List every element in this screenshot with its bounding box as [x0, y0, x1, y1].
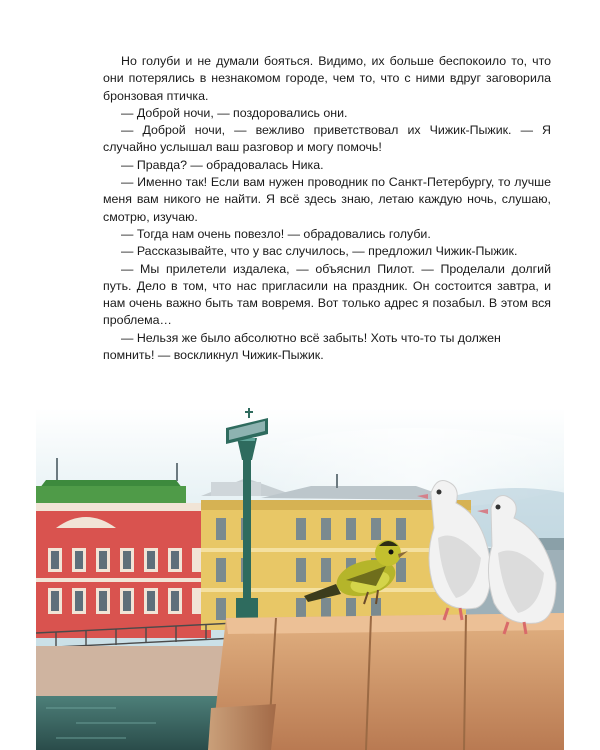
- paragraph: — Доброй ночи, — вежливо приветствовал их Чижик-Пыжик. — Я случайно услышал ваш разговор и могу помочь!: [103, 123, 551, 155]
- paragraph: — Рассказывайте, что у вас случилось, — предложил Чижик-Пыжик.: [121, 244, 518, 259]
- paragraph: — Мы прилетели издалека, — объяснил Пилот. — Проделали долгий путь. Дело в том, что нас пригласили на праздник. Он состоится завтра, и нам очень важно быть там вовремя. Вот только адрес я позабыл. В этом вся проблема…: [103, 261, 551, 328]
- illustration: [36, 408, 564, 750]
- stone-parapet: [208, 613, 564, 750]
- paragraph: — Именно так! Если вам нужен проводник по Санкт-Петербургу, то лучше меня вам никого не найти. Я всё здесь знаю, летаю каждую ночь, слушаю, смотрю, изучаю.: [103, 175, 551, 224]
- paragraph: — Тогда нам очень повезло! — обрадовались голуби.: [121, 226, 431, 241]
- story-text: [103, 53, 551, 364]
- paragraph: Но голуби и не думали бояться. Видимо, их больше беспокоило то, что они потерялись в незнакомом городе, чем то, что с ними вдруг заговорила бронзовая птичка.: [103, 54, 551, 103]
- paragraph: — Нельзя же было абсолютно всё забыть! Хоть что-то ты должен помнить! — воскликнул Чижик-Пыжик.: [103, 330, 501, 363]
- paragraph: — Правда? — обрадовалась Ника.: [121, 157, 324, 172]
- red-building: [36, 480, 211, 638]
- paragraph: — Доброй ночи, — поздоровались они.: [121, 105, 348, 120]
